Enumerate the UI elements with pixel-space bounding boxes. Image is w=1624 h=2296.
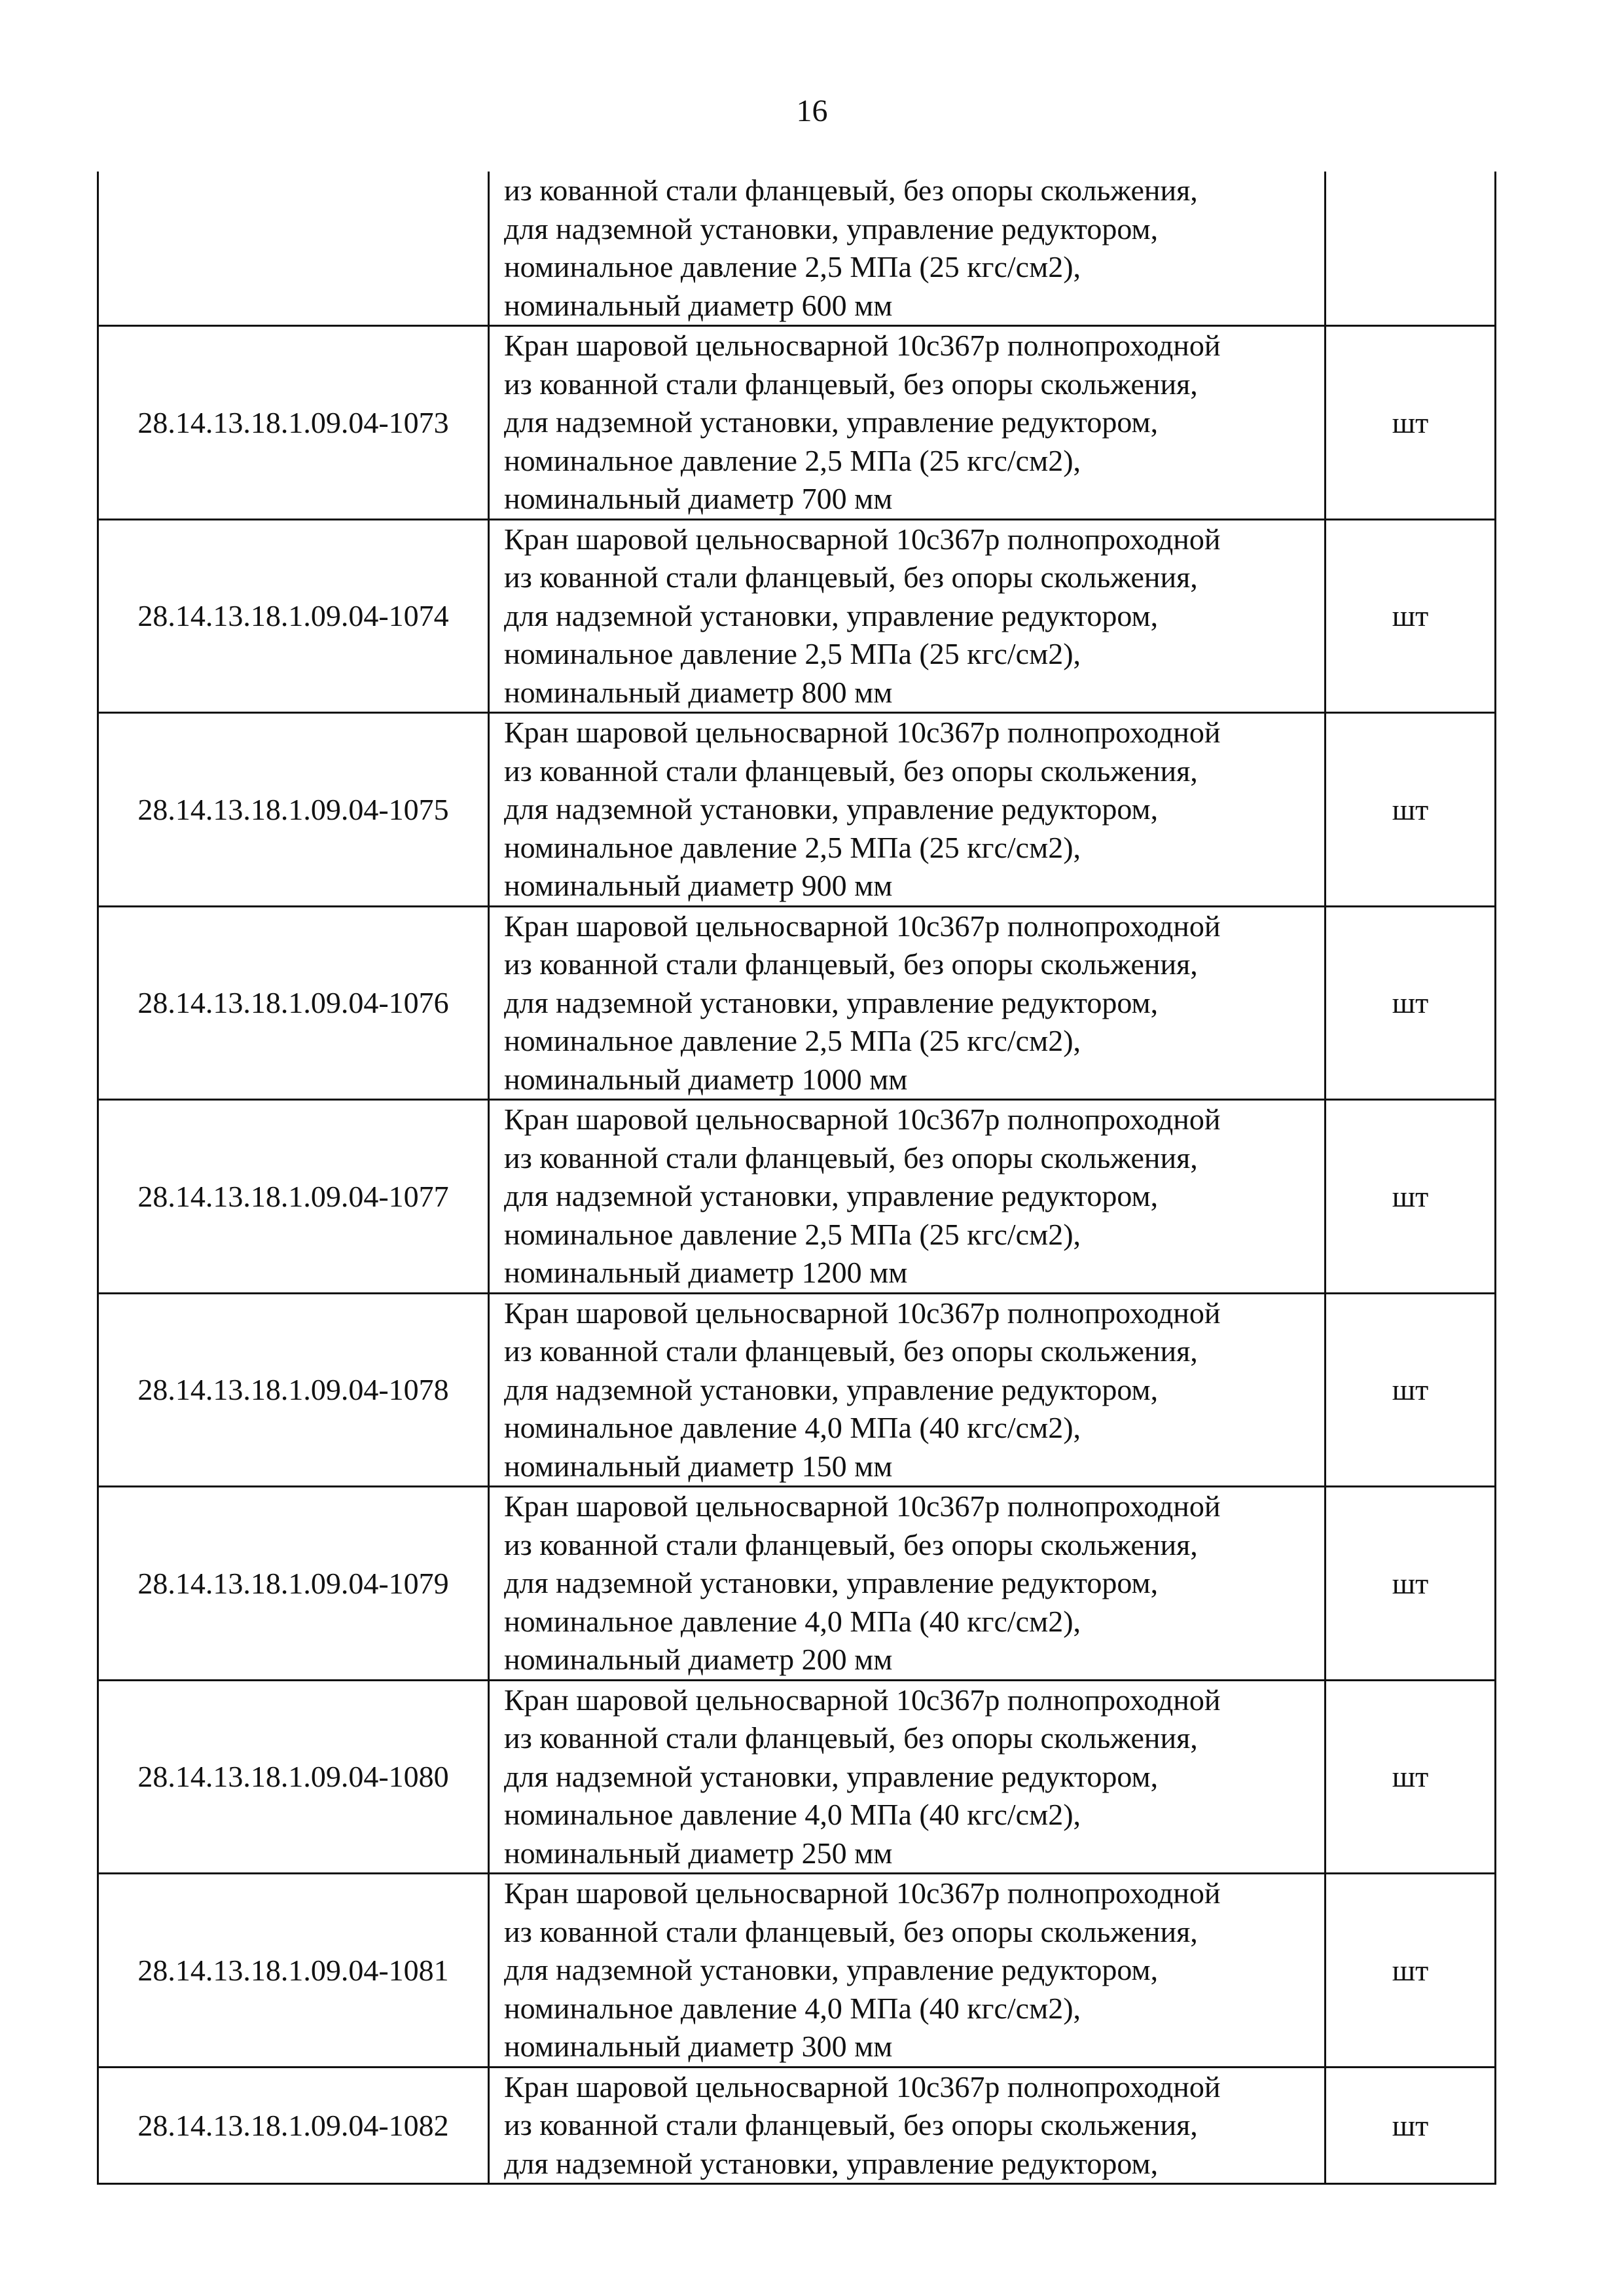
resource-table xyxy=(97,172,1496,2185)
code-cell: 28.14.13.18.1.09.04-1073 xyxy=(98,326,489,520)
unit-cell: шт xyxy=(1326,326,1496,520)
name-line: номинальный диаметр 250 мм xyxy=(504,1836,893,1870)
name-cell xyxy=(489,1487,1326,1681)
name-line: Кран шаровой цельносварной 10с367р полнопроходной xyxy=(504,1683,1221,1717)
name-line: из кованной стали фланцевый, без опоры скольжения, xyxy=(504,560,1198,594)
table-row xyxy=(98,326,1496,520)
name-line: Кран шаровой цельносварной 10с367р полнопроходной xyxy=(504,716,1221,749)
unit-cell: шт xyxy=(1326,519,1496,713)
name-cell xyxy=(489,906,1326,1100)
name-line: номинальный диаметр 800 мм xyxy=(504,675,893,709)
name-line: для надземной установки, управление редуктором, xyxy=(504,211,1159,246)
name-line: номинальный диаметр 1200 мм xyxy=(504,1256,908,1289)
name-line: Кран шаровой цельносварной 10с367р полнопроходной xyxy=(504,909,1221,943)
name-line: номинальный диаметр 700 мм xyxy=(504,482,893,515)
name-line: для надземной установки, управление редуктором, xyxy=(504,405,1159,439)
name-cell xyxy=(489,1293,1326,1487)
table-row xyxy=(98,1680,1496,1874)
name-cell xyxy=(489,713,1326,907)
unit-cell xyxy=(1326,172,1496,326)
code-cell: 28.14.13.18.1.09.04-1078 xyxy=(98,1293,489,1487)
unit-cell: шт xyxy=(1326,2067,1496,2184)
code-cell: 28.14.13.18.1.09.04-1076 xyxy=(98,906,489,1100)
name-line: для надземной установки, управление редуктором, xyxy=(504,2146,1159,2180)
name-line: Кран шаровой цельносварной 10с367р полнопроходной xyxy=(504,2069,1221,2104)
name-line: для надземной установки, управление редуктором, xyxy=(504,985,1159,1019)
name-line: из кованной стали фланцевый, без опоры скольжения, xyxy=(504,1140,1198,1175)
table-row xyxy=(98,906,1496,1100)
name-cell xyxy=(489,172,1326,326)
name-line: из кованной стали фланцевый, без опоры скольжения, xyxy=(504,1721,1198,1755)
name-line: для надземной установки, управление редуктором, xyxy=(504,598,1159,632)
table-row xyxy=(98,1487,1496,1681)
unit-cell: шт xyxy=(1326,1874,1496,2068)
name-cell xyxy=(489,326,1326,520)
name-line: Кран шаровой цельносварной 10с367р полнопроходной xyxy=(504,1876,1221,1910)
name-cell xyxy=(489,2067,1326,2184)
code-cell: 28.14.13.18.1.09.04-1081 xyxy=(98,1874,489,2068)
code-cell: 28.14.13.18.1.09.04-1080 xyxy=(98,1680,489,1874)
name-line: из кованной стали фланцевый, без опоры скольжения, xyxy=(504,1527,1198,1561)
name-line: номинальное давление 4,0 МПа (40 кгс/см2), xyxy=(504,1991,1081,2025)
unit-cell: шт xyxy=(1326,1487,1496,1681)
unit-cell: шт xyxy=(1326,1680,1496,1874)
table-row xyxy=(98,1293,1496,1487)
name-line: номинальный диаметр 600 мм xyxy=(504,288,893,322)
name-line: номинальное давление 2,5 МПа (25 кгс/см2), xyxy=(504,1217,1081,1251)
page-number: 16 xyxy=(796,94,828,128)
name-line: из кованной стали фланцевый, без опоры скольжения, xyxy=(504,754,1198,788)
name-line: для надземной установки, управление редуктором, xyxy=(504,1179,1159,1212)
name-line: номинальный диаметр 300 мм xyxy=(504,2030,893,2063)
unit-cell: шт xyxy=(1326,713,1496,907)
name-line: из кованной стали фланцевый, без опоры скольжения, xyxy=(504,1914,1198,1948)
name-line: номинальное давление 2,5 МПа (25 кгс/см2), xyxy=(504,1024,1081,1057)
name-cell xyxy=(489,1100,1326,1294)
name-line: номинальное давление 2,5 МПа (25 кгс/см2), xyxy=(504,637,1081,670)
code-cell xyxy=(98,172,489,326)
name-line: из кованной стали фланцевый, без опоры скольжения, xyxy=(504,1334,1198,1368)
table-row xyxy=(98,172,1496,326)
name-line: Кран шаровой цельносварной 10с367р полнопроходной xyxy=(504,1489,1221,1523)
unit-cell: шт xyxy=(1326,1100,1496,1294)
name-line: Кран шаровой цельносварной 10с367р полнопроходной xyxy=(504,329,1221,362)
table-row xyxy=(98,1874,1496,2068)
name-line: номинальное давление 2,5 МПа (25 кгс/см2), xyxy=(504,830,1081,864)
name-line: для надземной установки, управление редуктором, xyxy=(504,1953,1159,1986)
table-row xyxy=(98,519,1496,713)
name-cell xyxy=(489,519,1326,713)
name-line: для надземной установки, управление редуктором, xyxy=(504,792,1159,826)
name-line: номинальный диаметр 1000 мм xyxy=(504,1062,908,1096)
name-line: номинальный диаметр 200 мм xyxy=(504,1643,893,1676)
table-row xyxy=(98,1100,1496,1294)
name-line: из кованной стали фланцевый, без опоры скольжения, xyxy=(504,367,1198,401)
name-line: для надземной установки, управление редуктором, xyxy=(504,1759,1159,1793)
table-body xyxy=(98,172,1496,2184)
code-cell: 28.14.13.18.1.09.04-1074 xyxy=(98,519,489,713)
table-row xyxy=(98,713,1496,907)
code-cell: 28.14.13.18.1.09.04-1075 xyxy=(98,713,489,907)
name-line: из кованной стали фланцевый, без опоры скольжения, xyxy=(504,173,1198,207)
name-line: номинальное давление 2,5 МПа (25 кгс/см2), xyxy=(504,443,1081,477)
name-cell xyxy=(489,1874,1326,2068)
name-line: Кран шаровой цельносварной 10с367р полнопроходной xyxy=(504,1296,1221,1330)
code-cell: 28.14.13.18.1.09.04-1079 xyxy=(98,1487,489,1681)
code-cell: 28.14.13.18.1.09.04-1077 xyxy=(98,1100,489,1294)
name-line: Кран шаровой цельносварной 10с367р полнопроходной xyxy=(504,1102,1221,1136)
name-cell xyxy=(489,1680,1326,1874)
name-line: номинальный диаметр 900 мм xyxy=(504,869,893,902)
code-cell: 28.14.13.18.1.09.04-1082 xyxy=(98,2067,489,2184)
name-line: для надземной установки, управление редуктором, xyxy=(504,1566,1159,1599)
unit-cell: шт xyxy=(1326,1293,1496,1487)
name-line: номинальное давление 4,0 МПа (40 кгс/см2), xyxy=(504,1411,1081,1444)
name-line: Кран шаровой цельносварной 10с367р полнопроходной xyxy=(504,522,1221,556)
name-line: номинальный диаметр 150 мм xyxy=(504,1449,893,1483)
unit-cell: шт xyxy=(1326,906,1496,1100)
name-line: номинальное давление 2,5 МПа (25 кгс/см2), xyxy=(504,250,1081,283)
name-line: из кованной стали фланцевый, без опоры скольжения, xyxy=(504,947,1198,981)
table-row xyxy=(98,2067,1496,2184)
name-line: для надземной установки, управление редуктором, xyxy=(504,1372,1159,1406)
name-line: номинальное давление 4,0 МПа (40 кгс/см2), xyxy=(504,1604,1081,1638)
name-line: номинальное давление 4,0 МПа (40 кгс/см2), xyxy=(504,1798,1081,1831)
name-line: из кованной стали фланцевый, без опоры скольжения, xyxy=(504,2108,1198,2141)
